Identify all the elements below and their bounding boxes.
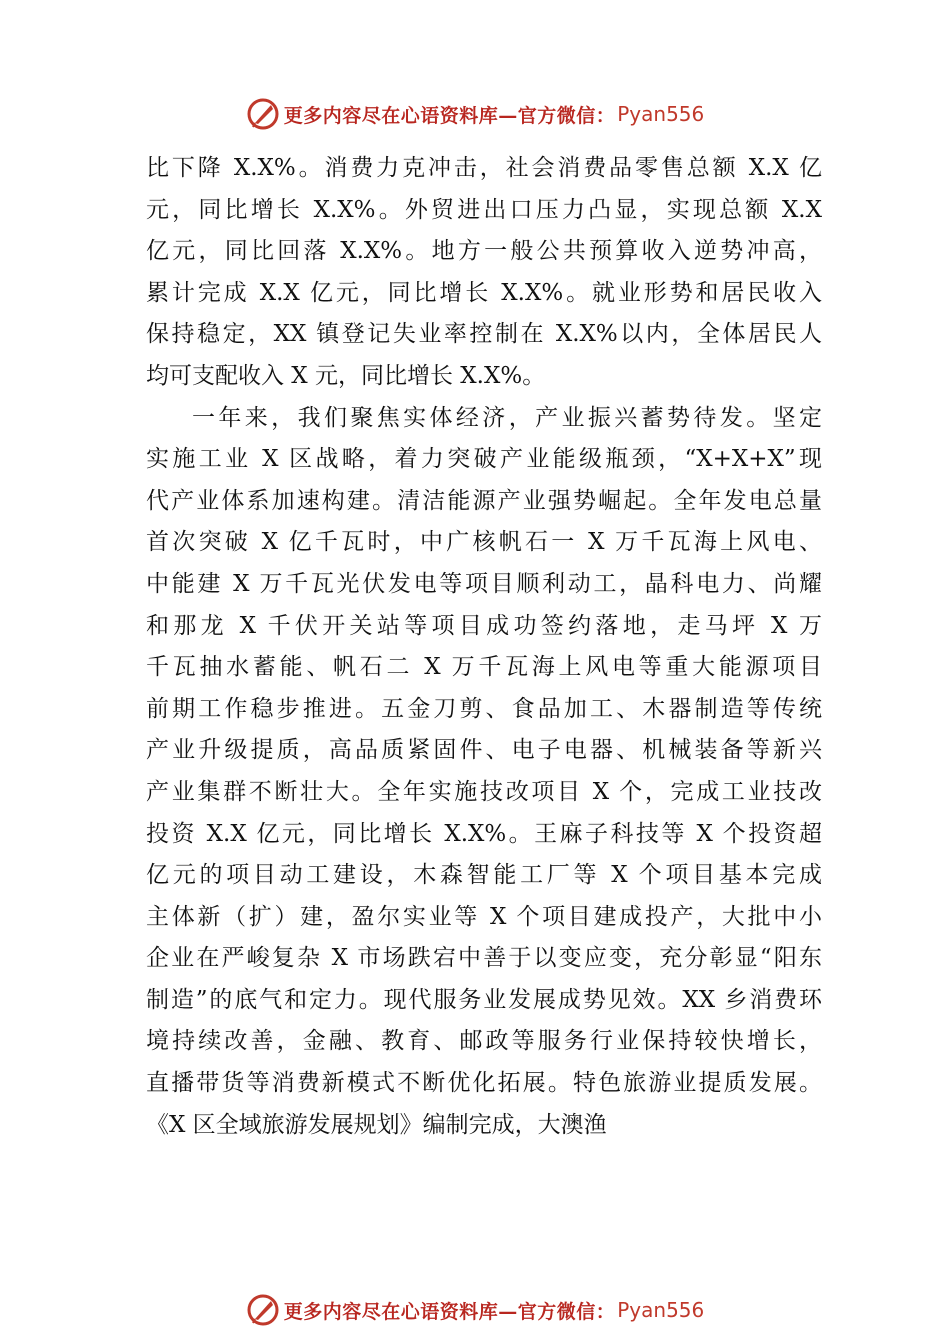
text-line: 保持稳定，XX 镇登记失业率控制在 X.X%以内，全体居民人 bbox=[146, 321, 822, 348]
paragraph-2 bbox=[146, 398, 822, 1147]
text-line: 直播带货等消费新模式不断优化拓展。特色旅游业提质发展。 bbox=[146, 1070, 822, 1097]
text-line: 元，同比增长 X.X%。外贸进出口压力凸显，实现总额 X.X bbox=[146, 196, 822, 223]
text-line: 累计完成 X.X 亿元，同比增长 X.X%。就业形势和居民收入 bbox=[146, 279, 822, 306]
quill-seal-logo-icon bbox=[246, 97, 280, 131]
text-line: 投资 X.X 亿元，同比增长 X.X%。王麻子科技等 X 个投资超 bbox=[146, 820, 822, 847]
footer-banner-wechat-id: Pyan556 bbox=[617, 1298, 705, 1322]
text-line: 产业升级提质，高品质紧固件、电子电器、机械装备等新兴 bbox=[146, 737, 822, 764]
text-line: 首次突破 X 亿千瓦时，中广核帆石一 X 万千瓦海上风电、 bbox=[146, 529, 822, 556]
text-line: 一年来，我们聚焦实体经济，产业振兴蓄势待发。坚定 bbox=[192, 404, 822, 431]
header-banner-text: 更多内容尽在心语资料库—官方微信： bbox=[283, 104, 616, 127]
text-line: 中能建 X 万千瓦光伏发电等项目顺利动工，晶科电力、尚耀 bbox=[146, 570, 822, 597]
text-line: 千瓦抽水蓄能、帆石二 X 万千瓦海上风电等重大能源项目 bbox=[146, 654, 822, 681]
text-line: 亿元的项目动工建设，木森智能工厂等 X 个项目基本完成 bbox=[146, 862, 822, 889]
text-line: 实施工业 X 区战略，着力突破产业能级瓶颈，“X+X+X”现 bbox=[146, 446, 822, 473]
footer-banner-text: 更多内容尽在心语资料库—官方微信： bbox=[283, 1300, 616, 1323]
text-line: 均可支配收入 X 元，同比增长 X.X%。 bbox=[146, 362, 546, 389]
text-line: 和那龙 X 千伏开关站等项目成功签约落地，走马坪 X 万 bbox=[146, 612, 822, 639]
quill-seal-logo-icon bbox=[246, 1293, 280, 1327]
text-line: 代产业体系加速构建。清洁能源产业强势崛起。全年发电总量 bbox=[146, 487, 822, 514]
text-line: 比下降 X.X%。消费力克冲击，社会消费品零售总额 X.X 亿 bbox=[146, 155, 822, 181]
text-line: 企业在严峻复杂 X 市场跌宕中善于以变应变，充分彰显“阳东 bbox=[146, 945, 822, 972]
text-line: 产业集群不断壮大。全年实施技改项目 X 个，完成工业技改 bbox=[146, 778, 822, 805]
header-banner-wechat-id: Pyan556 bbox=[617, 102, 705, 126]
text-line: 制造”的底气和定力。现代服务业发展成势见效。XX 乡消费环 bbox=[146, 986, 822, 1013]
text-line: 前期工作稳步推进。五金刀剪、食品加工、木器制造等传统 bbox=[146, 695, 822, 722]
text-line: 亿元，同比回落 X.X%。地方一般公共预算收入逆势冲高， bbox=[146, 238, 822, 265]
document-body bbox=[146, 148, 822, 1146]
paragraph-1 bbox=[146, 148, 822, 398]
text-line: 境持续改善，金融、教育、邮政等服务行业保持较快增长， bbox=[146, 1028, 822, 1055]
text-line: 《X 区全域旅游发展规划》编制完成，大澳渔 bbox=[146, 1111, 607, 1138]
footer-watermark-banner bbox=[0, 1290, 950, 1330]
text-line: 主体新（扩）建，盈尔实业等 X 个项目建成投产，大批中小 bbox=[146, 903, 822, 930]
header-watermark-banner bbox=[0, 94, 950, 134]
